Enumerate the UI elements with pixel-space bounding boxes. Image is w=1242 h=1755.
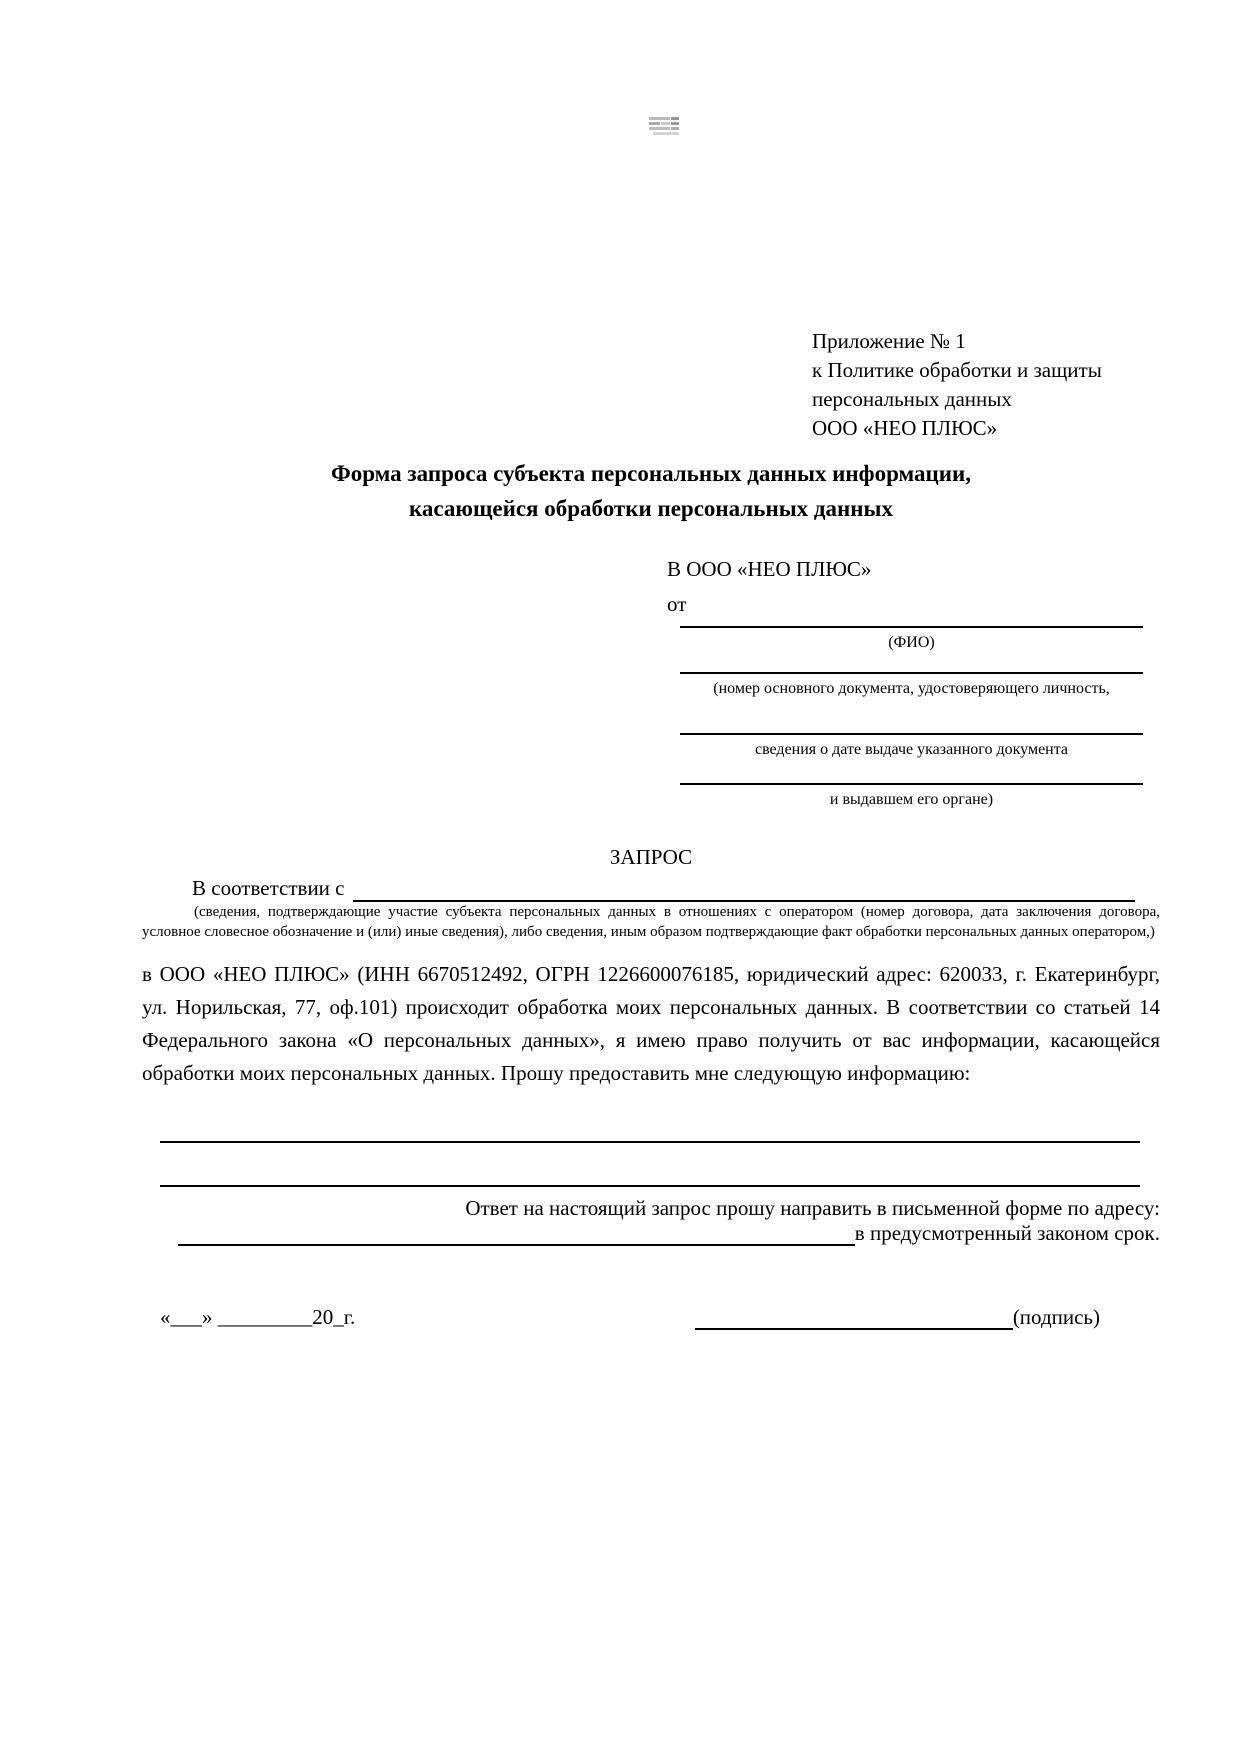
intro-prefix-text: В соответствии с — [192, 876, 345, 900]
addressee-to: В ООО «НЕО ПЛЮС» — [667, 557, 872, 581]
signature-line — [695, 1306, 1013, 1330]
annex-block — [812, 327, 1102, 443]
signature-group — [695, 1304, 1100, 1330]
write-line-doc-date — [680, 733, 1143, 735]
reply-deadline-row — [178, 1220, 1160, 1246]
write-line-basis — [353, 878, 1136, 902]
intro-footnote: (сведения, подтверждающие участие субъекта персональных данных в отношениях с оператором (номер договора, дата заключения договора, условное словесное обозначение и (или) иные сведения), либо сведения, иным образом подтверждающие факт обработки персональных данных оператором,) — [142, 904, 1160, 940]
annex-line: персональных данных — [812, 387, 1012, 411]
document-title — [142, 456, 1160, 526]
title-line: касающейся обработки персональных данных — [408, 496, 894, 521]
addressee-from-label: от — [667, 592, 687, 616]
write-line-address — [178, 1222, 855, 1246]
reply-address-text: Ответ на настоящий запрос прошу направить в письменной форме по адресу: — [465, 1196, 1160, 1220]
reply-deadline-text: в предусмотренный законом срок. — [854, 1221, 1160, 1245]
footer-row — [160, 1304, 1100, 1330]
write-line-doc-issuer — [680, 783, 1143, 785]
annex-line: ООО «НЕО ПЛЮС» — [812, 416, 998, 440]
signature-caption: (подпись) — [1012, 1305, 1100, 1329]
field-caption-doc-date: сведения о дате выдаче указанного документа — [754, 741, 1069, 758]
field-caption-doc-issuer: и выдавшем его органе) — [829, 791, 994, 808]
intro-row — [142, 874, 1135, 902]
annex-line: к Политике обработки и защиты — [812, 358, 1102, 382]
write-line-info-1 — [160, 1141, 1140, 1143]
request-heading: ЗАПРОС — [609, 845, 693, 869]
field-caption-fio: (ФИО) — [888, 634, 935, 651]
field-caption-doc-number: (номер основного документа, удостоверяющего личность, — [713, 680, 1110, 697]
title-line: Форма запроса субъекта персональных данных информации, — [330, 461, 972, 486]
write-line-info-2 — [160, 1185, 1140, 1187]
date-blank: «___» _________20_г. — [160, 1305, 356, 1329]
body-paragraph: в ООО «НЕО ПЛЮС» (ИНН 6670512492, ОГРН 1226600076185, юридический адрес: 620033, г. Екатеринбург, ул. Норильская, 77, оф.101) происходит обработка моих персональных данных. В соответствии со статьей 14 Федерального закона «О персональных данных», я имею право получить от вас информации, касающейся обработки моих персональных данных. Прошу предоставить мне следующую информацию: — [142, 962, 1160, 1085]
annex-line: Приложение № 1 — [812, 329, 966, 353]
write-line-doc-number — [680, 672, 1143, 674]
image-placeholder-icon — [649, 117, 679, 137]
write-line-fio — [680, 626, 1143, 628]
